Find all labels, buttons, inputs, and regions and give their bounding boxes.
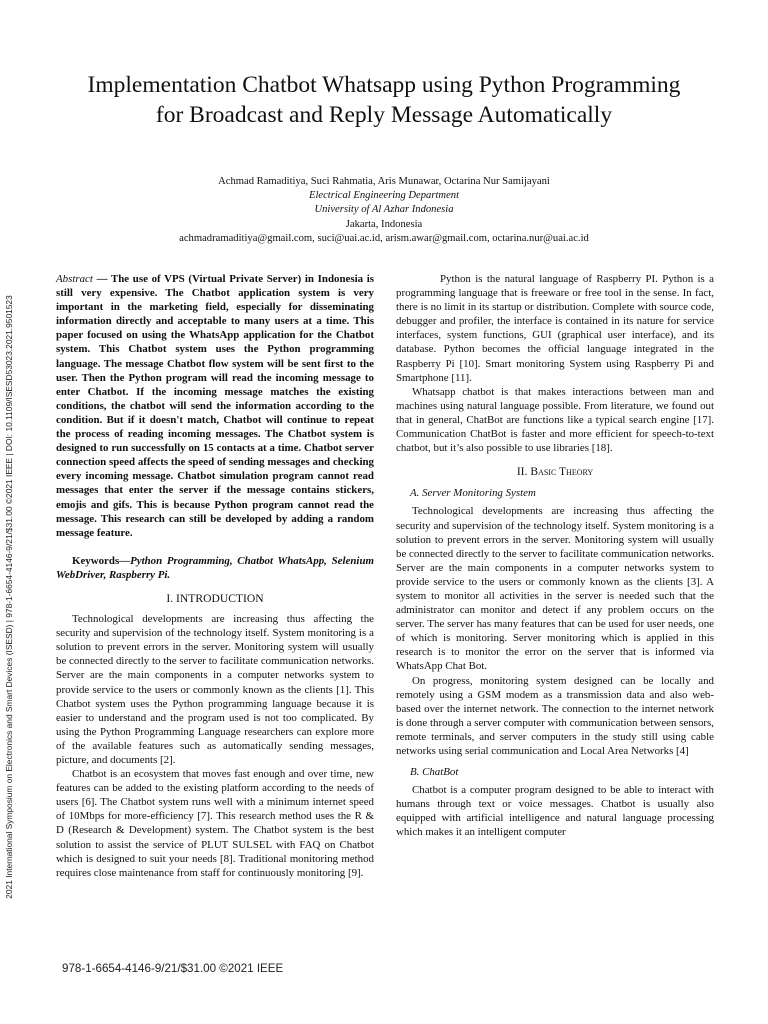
chatbot-intro-paragraph: Whatsapp chatbot is that makes interactions between man and machines using natural language possible. From literature, we found out that in general, ChatBot are functions like a typical search engine [17]. Communication ChatBot is faster and more efficient for speech-to-text chatbot, but it’s also possible to use libraries [18]. [396, 385, 714, 455]
author-block [60, 175, 708, 246]
title-line-2: for Broadcast and Reply Message Automatically [155, 102, 613, 128]
citation-sidebar [2, 272, 16, 922]
section-heading-introduction: I. INTRODUCTION [166, 591, 264, 605]
keywords-terms: Python Programming, Chatbot WhatsApp, Selenium WebDriver, Raspberry Pi. [56, 554, 374, 581]
subsection-heading-server-monitoring: A. Server Monitoring System [410, 487, 536, 500]
author-emails: achmadramaditiya@gmail.com, suci@uai.ac.id, arism.awar@gmail.com, octarina.nur@uai.ac.id [179, 232, 589, 244]
abstract-text: The use of VPS (Virtual Private Server) in Indonesia is still very expensive. The Chatbot application system is very important in the marketing field, especially for disseminating information directly and acceptable to many users at a time. This paper focused on using the WhatsApp application for the Chatbot system. This Chatbot system uses the Python programming language. The message Chatbot flow system will be sent first to the user. Then the Python program will read the incoming message to enter Chatbot. If the incoming message matches the existing conditions, the chatbot will send the information according to the condition. But if it doesn't match, Chatbot will continue to repeat the process of reading incoming messages. The Chatbot system is designed to run successfully on 15 contacts at a time. Chatbot server connection speed affects the speed of sending messages and checking every incoming message. Chatbot simulation program cannot read messages that enter the server if the message contains stickers, emojis and gifs. This is because Python program cannot read the message. This research can still be developed by adding a random message feature. [56, 273, 374, 539]
paper-title [30, 70, 738, 130]
citation-sidebar-text: 2021 International Symposium on Electronics and Smart Devices (ISESD) | 978-1-6654-4146-9/21/$31.00 ©2021 IEEE | DOI: 10.1109/ISESD53023.2021.9501523 [4, 295, 14, 899]
keywords [56, 554, 374, 582]
abstract-label: Abstract [56, 273, 93, 285]
left-column [56, 272, 374, 880]
footer-copyright: 978-1-6654-4146-9/21/$31.00 ©2021 IEEE [62, 962, 284, 975]
server-monitoring-paragraph-2: On progress, monitoring system designed can be locally and remotely using a GSM modem as a transmission data and also web-based over the internet network. The connection to the internet network is done through a server computer with communication between sensors, remote terminals, and server computers in the study still using cable networks using serial communication and Local Area Networks [4] [396, 674, 714, 757]
abstract [56, 272, 374, 540]
right-column [396, 272, 714, 840]
author-location: Jakarta, Indonesia [345, 218, 423, 230]
author-university: University of Al Azhar Indonesia [314, 204, 454, 216]
python-paragraph: Python is the natural language of Raspberry PI. Python is a programming language that is freeware or free tool in the sense. In fact, there is no limit in its startup or distribution. Complete with source code, debugger and profiler, the interface is contained in its nature for service interfaces, system functions, GUI (graphical user interface), and its database. Python becomes the official language integrated in the Raspberry Pi [10]. Smart monitoring System using Raspberry Pi and Smartphone [11]. [396, 273, 714, 384]
section-heading-basic-theory: II. Basic Theory [516, 465, 594, 479]
abstract-separator: — [92, 273, 111, 285]
keywords-label: Keywords— [72, 554, 131, 567]
author-names: Achmad Ramaditiya, Suci Rahmatia, Aris Munawar, Octarina Nur Samijayani [218, 176, 550, 187]
subsection-heading-chatbot: B. ChatBot [410, 766, 459, 779]
author-department: Electrical Engineering Department [308, 190, 460, 202]
intro-paragraph-1: Technological developments are increasing thus affecting the security and supervision of the technology itself. System monitoring is a solution to prevent errors in the server. Monitoring system will usually be connected directly to the server to facilitate communication networks. Server are the main components in a computer networks system to provide service to the users or commonly known as the clients [1]. This Chatbot system uses the Python programming language because it is easier to understand and the program used is not too complicated. By using the Python Programming Language researchers can explore more of the available features such as automatically sending messages, picture, and documents [2]. [56, 613, 374, 766]
server-monitoring-paragraph-1: Technological developments are increasing thus affecting the security and supervision of the technology itself. System monitoring is a solution to prevent errors in the server. Monitoring system will usually be connected directly to the server to facilitate communication networks. Server are the main components in a computer networks system to provide service to the users or commonly known as the clients [3]. A system to monitor all activities in the server is needed such that the administrator can monitor and detect if any problem occurs on the server. The server has many features that can be used for user needs, one of which is monitoring. Server monitoring which is applied in this research is to monitor the error on the server that is informed via WhatsApp Chat Bot. [396, 505, 714, 673]
intro-paragraph-2: Chatbot is an ecosystem that moves fast enough and over time, new features can be added to the existing platform according to the needs of users [6]. The Chatbot system runs well with a minimum internet speed of 10Mbps for more-efficiency [7]. This research method uses the R & D (Research & Development) system. The Chatbot system is the best solution to assist the service of PLUT SULSEL with FAQ on Chatbot which is designed to suit your needs [8]. Traditional monitoring method requires close maintenance from staff for continuously monitoring [9]. [56, 768, 374, 879]
title-line-1: Implementation Chatbot Whatsapp using Python Programming [87, 72, 681, 98]
chatbot-paragraph: Chatbot is a computer program designed to be able to interact with humans through text or voice messages. Chatbot is usually also equipped with artificial intelligence and natural language processing which makes it an intelligent computer [396, 784, 714, 839]
